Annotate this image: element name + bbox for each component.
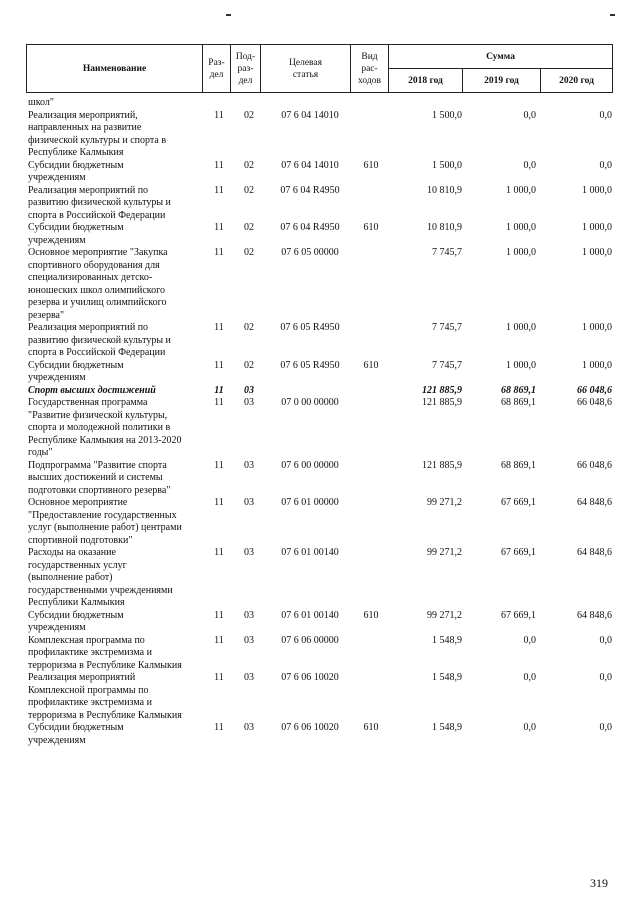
- header-csr: Целевая статья: [261, 45, 351, 93]
- row-y1: 10 810,9: [427, 184, 462, 196]
- row-y1: 121 885,9: [422, 397, 462, 408]
- row-y2: 67 669,1: [501, 497, 536, 508]
- table-row: [28, 672, 612, 722]
- row-y2: 68 869,1: [501, 459, 536, 471]
- row-pr: 02: [244, 359, 254, 371]
- row-y1: 1 548,9: [432, 634, 462, 646]
- row-y2: 67 669,1: [501, 547, 536, 558]
- row-y2: 0,0: [523, 159, 536, 171]
- row-y2: 0,0: [523, 672, 536, 683]
- row-pr: 02: [244, 247, 254, 258]
- table-row: [28, 97, 612, 110]
- header-summa: Сумма: [389, 45, 613, 69]
- table-row: [28, 635, 612, 673]
- row-y2: 1 000,0: [506, 322, 536, 333]
- row-rz: 11: [214, 222, 224, 233]
- header-name: Наименование: [27, 45, 203, 93]
- row-y2: 0,0: [523, 634, 536, 646]
- row-y1: 1 548,9: [432, 722, 462, 733]
- row-csr: 07 0 00 00000: [281, 397, 339, 408]
- row-y1: 121 885,9: [422, 384, 462, 396]
- row-pr: 03: [244, 609, 254, 621]
- row-pr: 02: [244, 109, 254, 121]
- row-name: Подпрограмма "Развитие спорта высших достижений и системы подготовки спортивного резерва": [28, 459, 171, 496]
- page-number: 319: [590, 876, 608, 890]
- row-rz: 11: [214, 547, 224, 558]
- row-rz: 11: [214, 397, 224, 408]
- row-name: Расходы на оказание государственных услуг (выполнение работ) государственными учреждениями Республики Калмыкия: [28, 547, 173, 608]
- row-rz: 11: [214, 384, 224, 396]
- row-csr: 07 6 05 R4950: [280, 322, 340, 333]
- row-csr: 07 6 05 00000: [281, 247, 339, 258]
- row-y2: 1 000,0: [506, 222, 536, 233]
- row-y3: 0,0: [599, 722, 612, 733]
- row-y2: 68 869,1: [501, 397, 536, 408]
- row-y3: 66 048,6: [577, 384, 612, 396]
- row-csr: 07 6 04 R4950: [280, 222, 340, 233]
- row-name: Реализация мероприятий по развитию физической культуры и спорта в Российской Федерации: [28, 184, 171, 221]
- row-vr: 610: [363, 222, 379, 233]
- table-row: [28, 722, 612, 747]
- row-name: школ": [28, 97, 54, 108]
- row-y2: 68 869,1: [501, 384, 536, 396]
- row-pr: 03: [244, 497, 254, 508]
- row-csr: 07 6 01 00140: [281, 609, 339, 621]
- row-csr: 07 6 04 14010: [281, 109, 339, 121]
- row-csr: 07 6 06 00000: [281, 634, 339, 646]
- row-y3: 0,0: [599, 159, 612, 171]
- row-csr: 07 6 05 R4950: [280, 359, 340, 371]
- row-y3: 64 848,6: [577, 497, 612, 508]
- scan-mark-left: [226, 14, 231, 16]
- row-name: Реализация мероприятий, направленных на развитие физической культуры и спорта в Республике Калмыкия: [28, 109, 167, 158]
- row-pr: 03: [244, 397, 254, 408]
- row-csr: 07 6 01 00000: [281, 497, 339, 508]
- table-row: [28, 610, 612, 635]
- table-row: [28, 547, 612, 610]
- table-row: [28, 222, 612, 247]
- row-pr: 02: [244, 159, 254, 171]
- row-name: Субсидии бюджетным учреждениям: [28, 722, 124, 746]
- row-y1: 7 745,7: [432, 322, 462, 333]
- table-row: [28, 160, 612, 185]
- row-csr: 07 6 06 10020: [281, 672, 339, 683]
- row-y1: 7 745,7: [432, 247, 462, 258]
- row-csr: 07 6 01 00140: [281, 547, 339, 558]
- row-rz: 11: [214, 459, 224, 471]
- row-csr: 07 6 06 10020: [281, 722, 339, 733]
- row-pr: 02: [244, 322, 254, 333]
- row-y3: 1 000,0: [582, 322, 612, 333]
- row-rz: 11: [214, 184, 224, 196]
- scan-mark-right: [610, 14, 615, 16]
- table-header: [26, 44, 613, 93]
- row-pr: 03: [244, 384, 254, 396]
- row-rz: 11: [214, 359, 224, 371]
- row-y2: 1 000,0: [506, 247, 536, 258]
- row-vr: 610: [363, 359, 379, 371]
- row-pr: 02: [244, 184, 254, 196]
- table-row: [28, 247, 612, 322]
- table-row: [28, 185, 612, 223]
- row-name: Основное мероприятие "Закупка спортивного оборудования для специализированных детско- юношеских школ олимпийского резерва и училищ олимпийского резерва": [28, 247, 168, 321]
- row-rz: 11: [214, 634, 224, 646]
- row-rz: 11: [214, 159, 224, 171]
- row-y2: 1 000,0: [506, 184, 536, 196]
- row-name: Основное мероприятие "Предоставление государственных услуг (выполнение работ) центрами спортивной подготовки": [28, 497, 182, 546]
- row-y1: 1 500,0: [432, 109, 462, 121]
- row-csr: 07 6 00 00000: [281, 459, 339, 471]
- row-y3: 1 000,0: [582, 184, 612, 196]
- row-rz: 11: [214, 497, 224, 508]
- row-y2: 0,0: [523, 109, 536, 121]
- row-rz: 11: [214, 247, 224, 258]
- row-y3: 0,0: [599, 109, 612, 121]
- row-y2: 67 669,1: [501, 609, 536, 621]
- row-y3: 1 000,0: [582, 247, 612, 258]
- row-pr: 03: [244, 722, 254, 733]
- row-name: Субсидии бюджетным учреждениям: [28, 609, 124, 633]
- row-y3: 66 048,6: [577, 459, 612, 471]
- header-podrazdel: Под- раз- дел: [231, 45, 261, 93]
- table-row: [28, 360, 612, 385]
- row-name: Субсидии бюджетным учреждениям: [28, 359, 124, 383]
- row-y1: 10 810,9: [427, 222, 462, 233]
- row-csr: 07 6 04 14010: [281, 159, 339, 171]
- row-rz: 11: [214, 722, 224, 733]
- row-rz: 11: [214, 609, 224, 621]
- row-name: Субсидии бюджетным учреждениям: [28, 222, 124, 246]
- header-year-2: 2019 год: [463, 69, 541, 93]
- row-y1: 1 500,0: [432, 159, 462, 171]
- row-pr: 02: [244, 222, 254, 233]
- row-rz: 11: [214, 322, 224, 333]
- row-y1: 7 745,7: [432, 359, 462, 371]
- row-name: Субсидии бюджетным учреждениям: [28, 159, 124, 183]
- row-y3: 64 848,6: [577, 609, 612, 621]
- table-row: [28, 497, 612, 547]
- row-name: Реализация мероприятий Комплексной программы по профилактике экстремизма и терроризма в Республике Калмыкия: [28, 672, 182, 721]
- row-y3: 1 000,0: [582, 222, 612, 233]
- row-pr: 03: [244, 547, 254, 558]
- row-y3: 66 048,6: [577, 397, 612, 408]
- row-vr: 610: [363, 609, 379, 621]
- row-y3: 64 848,6: [577, 547, 612, 558]
- header-vr: Вид рас- ходов: [351, 45, 389, 93]
- row-pr: 03: [244, 634, 254, 646]
- table-row: [28, 460, 612, 498]
- row-rz: 11: [214, 672, 224, 683]
- row-name: Государственная программа "Развитие физической культуры, спорта и молодежной политики в Республике Калмыкия на 2013-2020 годы": [28, 397, 182, 458]
- row-y1: 99 271,2: [427, 547, 462, 558]
- row-y3: 0,0: [599, 634, 612, 646]
- header-razdel: Раз- дел: [203, 45, 231, 93]
- table-row: [28, 397, 612, 460]
- row-y2: 0,0: [523, 722, 536, 733]
- row-y3: 0,0: [599, 672, 612, 683]
- table-row: [28, 322, 612, 360]
- row-y3: 1 000,0: [582, 359, 612, 371]
- row-y1: 121 885,9: [422, 459, 462, 471]
- table-row: [28, 385, 612, 398]
- row-name: Спорт высших достижений: [28, 384, 156, 396]
- row-y1: 99 271,2: [427, 609, 462, 621]
- row-pr: 03: [244, 672, 254, 683]
- row-y2: 1 000,0: [506, 359, 536, 371]
- row-name: Реализация мероприятий по развитию физической культуры и спорта в Российской Федерации: [28, 322, 171, 358]
- row-y1: 1 548,9: [432, 672, 462, 683]
- table-body: [28, 97, 612, 747]
- row-vr: 610: [363, 722, 379, 733]
- row-pr: 03: [244, 459, 254, 471]
- row-csr: 07 6 04 R4950: [280, 184, 340, 196]
- row-rz: 11: [214, 109, 224, 121]
- header-year-1: 2018 год: [389, 69, 463, 93]
- row-name: Комплексная программа по профилактике экстремизма и терроризма в Республике Калмыкия: [28, 634, 182, 671]
- row-vr: 610: [363, 159, 379, 171]
- header-year-3: 2020 год: [541, 69, 613, 93]
- row-y1: 99 271,2: [427, 497, 462, 508]
- table-row: [28, 110, 612, 160]
